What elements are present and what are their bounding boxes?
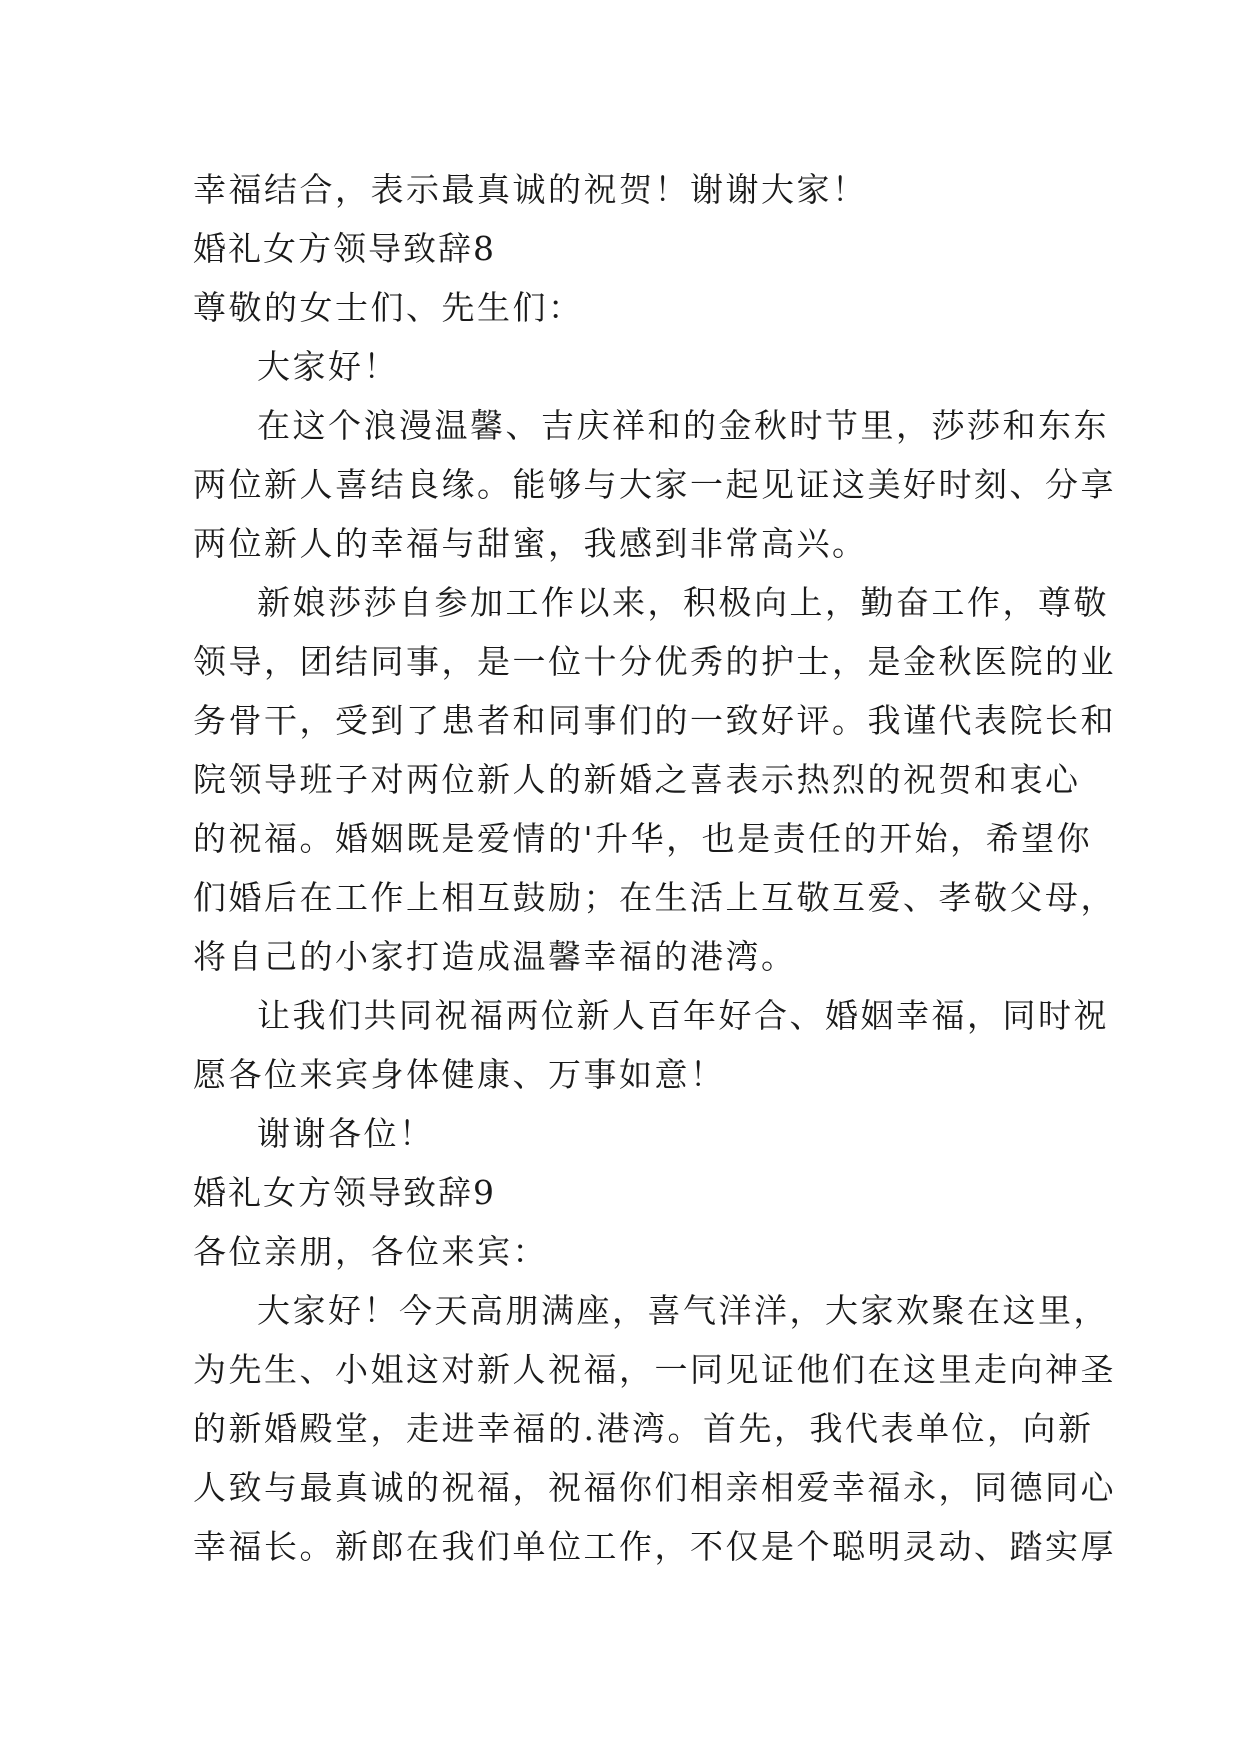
- paragraph-line: 让我们共同祝福两位新人百年好合、婚姻幸福，同时祝: [257, 996, 1109, 1035]
- paragraph-line: 人致与最真诚的祝福，祝福你们相亲相爱幸福永，同德同心: [193, 1468, 1116, 1507]
- closing-line: 谢谢各位！: [257, 1114, 435, 1153]
- paragraph-line: 务骨干，受到了患者和同事们的一致好评。我谨代表院长和: [193, 701, 1116, 740]
- paragraph-line: 的祝福。婚姻既是爱情的'升华，也是责任的开始，希望你: [193, 819, 1093, 858]
- paragraph-line: 两位新人的幸福与甜蜜，我感到非常高兴。: [193, 524, 868, 563]
- paragraph-line: 两位新人喜结良缘。能够与大家一起见证这美好时刻、分享: [193, 465, 1116, 504]
- paragraph-line: 的新婚殿堂，走进幸福的.港湾。首先，我代表单位，向新: [193, 1409, 1094, 1448]
- paragraph-line: 将自己的小家打造成温馨幸福的港湾。: [193, 937, 797, 976]
- paragraph-line: 幸福长。新郎在我们单位工作，不仅是个聪明灵动、踏实厚: [193, 1527, 1116, 1566]
- document-body: [193, 160, 1116, 1576]
- salutation: 尊敬的女士们、先生们：: [193, 288, 584, 327]
- paragraph-line: 幸福结合，表示最真诚的祝贺！谢谢大家！: [193, 170, 868, 209]
- paragraph-line: 愿各位来宾身体健康、万事如意！: [193, 1055, 726, 1094]
- paragraph-line: 院领导班子对两位新人的新婚之喜表示热烈的祝贺和衷心: [193, 760, 1081, 799]
- greeting: 大家好！: [257, 347, 399, 386]
- paragraph-line: 在这个浪漫温馨、吉庆祥和的金秋时节里，莎莎和东东: [257, 406, 1109, 445]
- paragraph-line: 新娘莎莎自参加工作以来，积极向上，勤奋工作，尊敬: [257, 583, 1109, 622]
- section-heading: 婚礼女方领导致辞9: [193, 1173, 496, 1212]
- paragraph-line: 领导，团结同事，是一位十分优秀的护士，是金秋医院的业: [193, 642, 1116, 681]
- paragraph-line: 们婚后在工作上相互鼓励；在生活上互敬互爱、孝敬父母，: [193, 878, 1116, 917]
- paragraph-line: 大家好！今天高朋满座，喜气洋洋，大家欢聚在这里，: [257, 1291, 1109, 1330]
- salutation: 各位亲朋，各位来宾：: [193, 1232, 548, 1271]
- paragraph-line: 为先生、小姐这对新人祝福，一同见证他们在这里走向神圣: [193, 1350, 1116, 1389]
- section-heading: 婚礼女方领导致辞8: [193, 229, 496, 268]
